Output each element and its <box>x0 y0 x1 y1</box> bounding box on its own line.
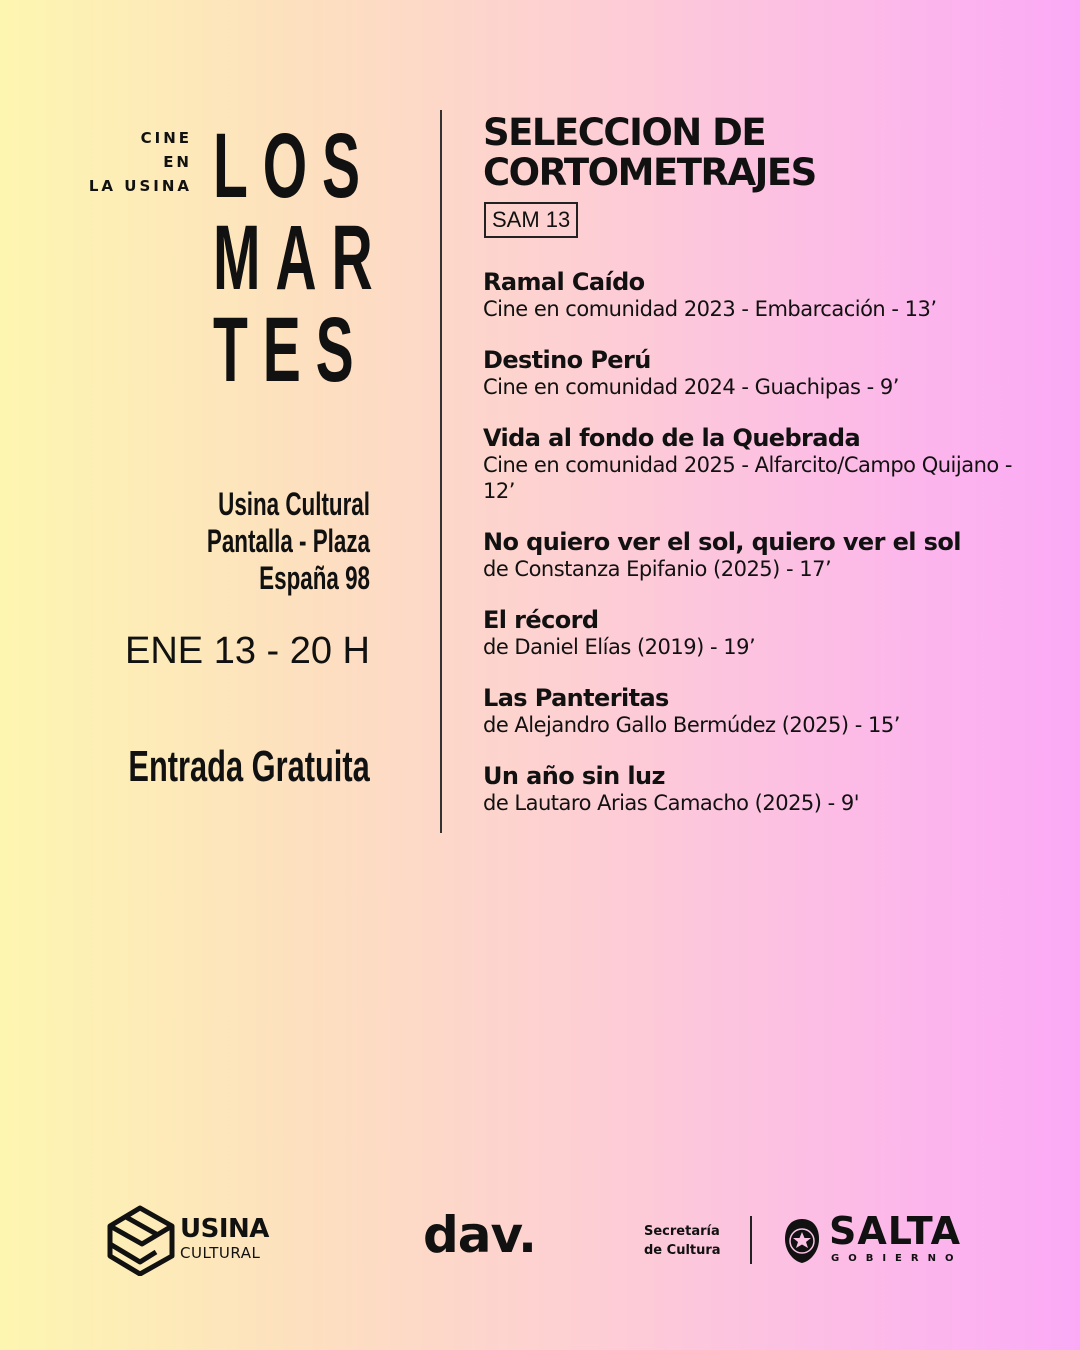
salta-logo: SALTA <box>829 1209 962 1253</box>
film-details: de Lautaro Arias Camacho (2025) - 9' <box>483 791 860 815</box>
program-heading <box>483 113 816 193</box>
film-list <box>483 268 1043 840</box>
big-title-line: MAR <box>213 207 388 309</box>
film-details: Cine en comunidad 2024 - Guachipas - 9’ <box>483 375 899 399</box>
film-item <box>483 606 1043 660</box>
venue <box>207 486 370 597</box>
venue-line: Pantalla - Plaza <box>206 523 370 559</box>
big-title-line: LOS <box>213 115 375 217</box>
venue-line: Usina Cultural <box>218 486 370 522</box>
series-label <box>89 126 192 198</box>
film-item <box>483 762 1043 816</box>
salta-seal-icon <box>783 1217 821 1265</box>
series-label-line: EN <box>163 153 192 171</box>
secretaria-label <box>644 1222 721 1260</box>
film-item <box>483 346 1043 400</box>
usina-logo-name: USINA <box>180 1214 269 1244</box>
column-divider <box>440 110 442 833</box>
film-item <box>483 528 1043 582</box>
secretaria-line: de Cultura <box>644 1243 721 1258</box>
admission: Entrada Gratuita <box>128 742 370 791</box>
usina-logo-sub: CULTURAL <box>180 1244 261 1262</box>
film-details: Cine en comunidad 2025 - Alfarcito/Campo Quijano - 12’ <box>483 453 1012 503</box>
rating-badge: SAM 13 <box>484 202 578 238</box>
film-item <box>483 268 1043 322</box>
big-title <box>213 115 495 401</box>
program-heading-line: SELECCION DE <box>483 111 766 154</box>
series-label-line: LA USINA <box>88 177 192 195</box>
film-title: Destino Perú <box>483 346 651 374</box>
film-item <box>483 424 1043 504</box>
film-title: No quiero ver el sol, quiero ver el sol <box>483 528 961 556</box>
gobierno-label: GOBIERNO <box>831 1253 963 1264</box>
film-title: El récord <box>483 606 599 634</box>
event-date: ENE 13 - 20 H <box>125 630 370 672</box>
film-item <box>483 684 1043 738</box>
footer-divider <box>750 1216 752 1264</box>
film-title: Vida al fondo de la Quebrada <box>483 424 861 452</box>
big-title-line: TES <box>213 299 369 401</box>
film-title: Un año sin luz <box>483 762 665 790</box>
secretaria-line: Secretaría <box>644 1224 720 1239</box>
film-details: de Constanza Epifanio (2025) - 17’ <box>483 557 832 581</box>
film-details: de Alejandro Gallo Bermúdez (2025) - 15’ <box>483 713 900 737</box>
program-heading-line: CORTOMETRAJES <box>483 151 816 194</box>
series-label-line: CINE <box>140 129 192 147</box>
film-title: Las Panteritas <box>483 684 669 712</box>
film-title: Ramal Caído <box>483 268 645 296</box>
film-details: Cine en comunidad 2023 - Embarcación - 13’ <box>483 297 937 321</box>
venue-line: España 98 <box>259 560 370 596</box>
dav-logo: dav. <box>423 1206 537 1264</box>
film-details: de Daniel Elías (2019) - 19’ <box>483 635 756 659</box>
